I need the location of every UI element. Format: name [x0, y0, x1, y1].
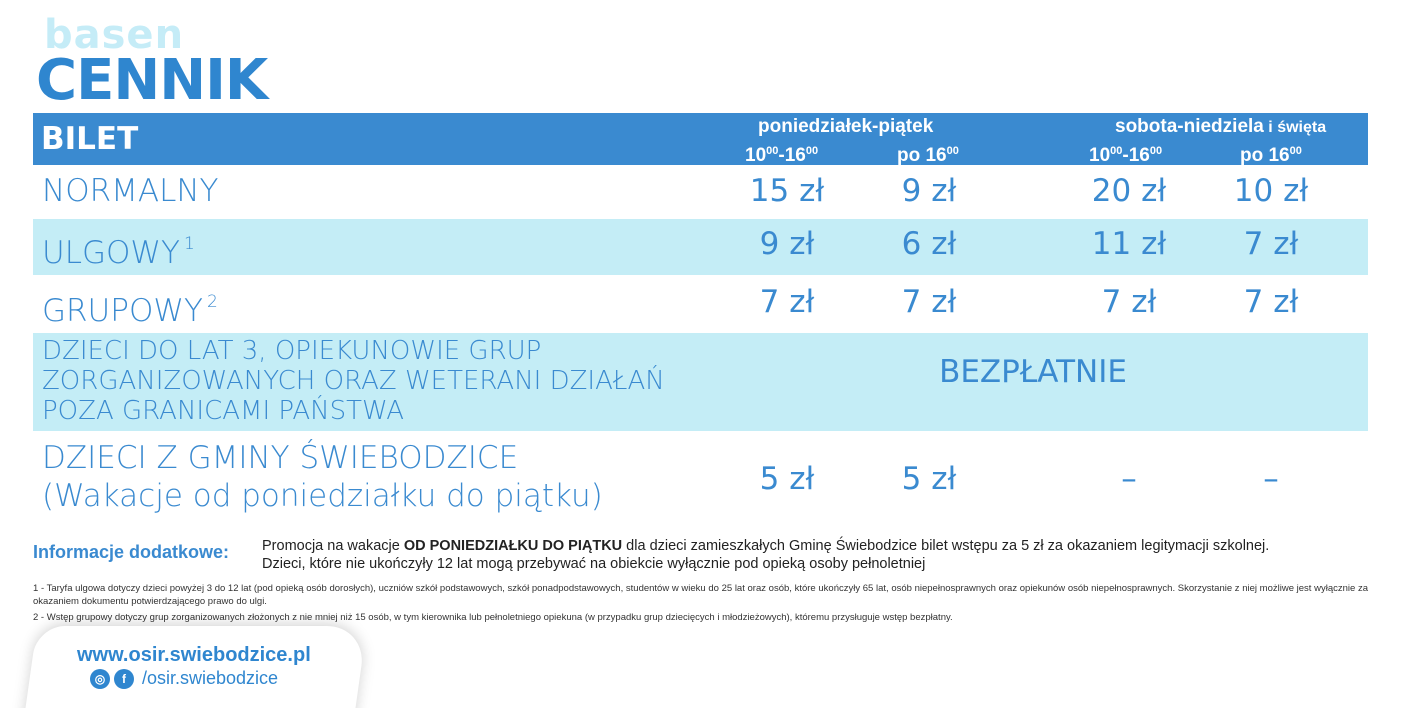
price-cell: 7 zł	[759, 284, 815, 320]
footnote-2: 2 - Wstęp grupowy dotyczy grup zorganizowanych złożonych z nie mniej niż 15 osób, w tym kierownika lub pełnoletniego opiekuna (w przypadku grup dziecięcych i młodzieżowych), któremu przysługuje wstęp bezpłatny.	[33, 612, 953, 623]
price-cell: 11 zł	[1091, 226, 1167, 262]
price-cell: 7 zł	[901, 284, 957, 320]
social-handle[interactable]: /osir.swiebodzice	[142, 668, 279, 688]
header-weekend-day: $10^{00}-16^{00}$	[1089, 145, 1163, 166]
table-row-free	[33, 333, 1368, 431]
footnote-marker: 2	[206, 292, 218, 312]
title-basen: basen	[44, 12, 185, 58]
price-cell: 15 zł	[749, 173, 825, 209]
price-cell: 10 zł	[1233, 173, 1309, 209]
price-cell: 20 zł	[1091, 173, 1167, 209]
row-label-line: ZORGANIZOWANYCH ORAZ WETERANI DZIAŁAŃ	[42, 366, 665, 396]
price-cell: 9 zł	[759, 226, 815, 262]
table-header	[33, 113, 1368, 165]
price-table	[33, 113, 1368, 521]
footnote-marker: 1	[183, 234, 195, 254]
price-cell: 5 zł	[759, 461, 815, 497]
header-weekend: sobota-niedziela i święta	[1115, 116, 1327, 137]
table-row-ulgowy	[33, 219, 1368, 275]
price-cell: –	[1263, 461, 1279, 497]
price-cell: 5 zł	[901, 461, 957, 497]
price-cell: 9 zł	[901, 173, 957, 209]
header-weekday-day: $10^{00}-16^{00}$	[745, 145, 819, 166]
table-row-gmina	[33, 431, 1368, 521]
price-cell: 7 zł	[1243, 284, 1299, 320]
table-row-normalny	[33, 165, 1368, 219]
header-weekday-evening: po $16^{00}$	[897, 145, 959, 166]
header-bilet: BILET	[41, 121, 139, 157]
row-sublabel: (Wakacje od poniedziałku do piątku)	[42, 478, 603, 514]
row-label-line: POZA GRANICAMI PAŃSTWA	[42, 396, 405, 426]
header-weekend-evening: po $16^{00}$	[1240, 145, 1302, 166]
price-cell: 7 zł	[1101, 284, 1157, 320]
header-weekdays: poniedziałek-piątek	[758, 116, 934, 137]
info-title: Informacje dodatkowe:	[33, 542, 230, 562]
price-cell: –	[1121, 461, 1137, 497]
price-cell: 6 zł	[901, 226, 957, 262]
price-cell: 7 zł	[1243, 226, 1299, 262]
row-label: NORMALNY	[42, 173, 219, 209]
row-label: GRUPOWY $^2$	[42, 292, 218, 329]
title-cennik: CENNIK	[36, 48, 268, 113]
info-text: Promocja na wakacje OD PONIEDZIAŁKU DO PIĄTKU dla dzieci zamieszkałych Gminę Świebodzice bilet wstępu za 5 zł za okazaniem legitymacji szkolnej. Dzieci, które nie ukończyły 12 lat mogą przebywać na obiekcie wyłącznie pod opieką osoby pełnoletniej	[262, 538, 1270, 572]
facebook-icon[interactable]: f	[114, 669, 134, 689]
contact-badge	[23, 626, 367, 708]
instagram-icon[interactable]: ◎	[90, 669, 110, 689]
row-label: DZIECI Z GMINY ŚWIEBODZICE	[42, 440, 519, 476]
table-row-grupowy	[33, 275, 1368, 333]
footnote-1: 1 - Taryfa ulgowa dotyczy dzieci powyżej 3 do 12 lat (pod opieką osób dorosłych), uczniów szkół podstawowych, szkół ponadpodstawowych, studentów w wieku do 25 lat oraz osób, które ukończyły 65 lat, osób niepełnosprawnych oraz opiekunów osób niepełnosprawnych. Skorzystanie z niej możliwe jest wyłącznie za okazaniem dokumentu potwierdzającego prawo do ulgi.	[33, 583, 1368, 607]
social-links	[90, 668, 278, 689]
free-label: BEZPŁATNIE	[939, 354, 1127, 390]
row-label-line: DZIECI DO LAT 3, OPIEKUNOWIE GRUP	[42, 336, 542, 366]
website-link[interactable]: www.osir.swiebodzice.pl	[77, 644, 311, 666]
row-label: ULGOWY $^1$	[42, 234, 195, 271]
